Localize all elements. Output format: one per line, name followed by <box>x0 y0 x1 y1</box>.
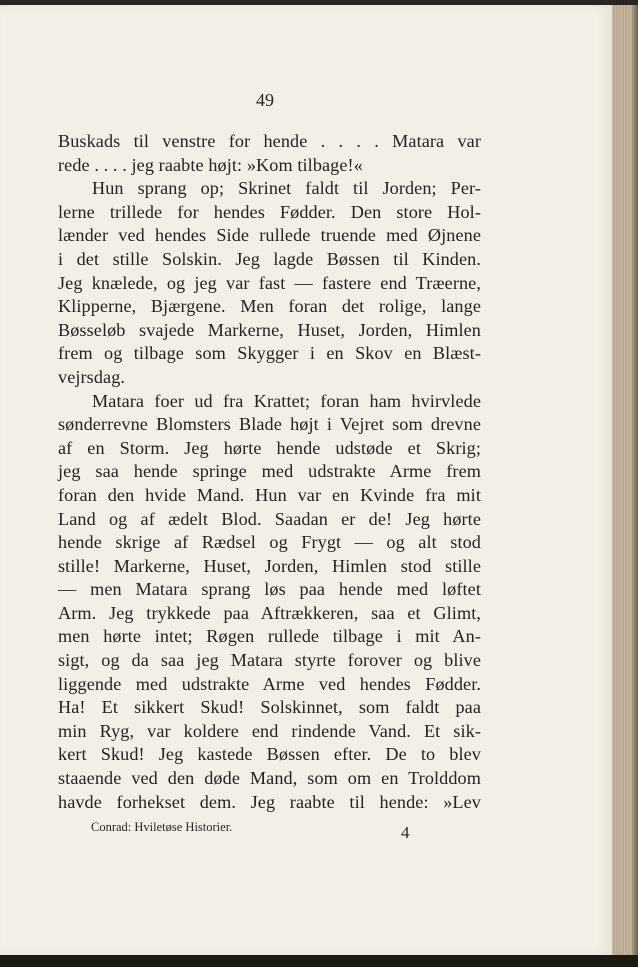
text-line: af en Storm. Jeg hørte hende udstøde et Skrig; <box>58 437 481 458</box>
text-line: havde forhekset dem. Jeg raabte til hende: »Lev <box>58 791 481 812</box>
text-line: Arm. Jeg trykkede paa Aftrækkeren, saa et Glimt, <box>58 602 481 623</box>
text-line: kert Skud! Jeg kastede Bøssen efter. De to blev <box>58 744 481 765</box>
text-line: Land og af ædelt Blod. Saadan er de! Jeg hørte <box>58 508 481 529</box>
text-line: Ha! Et sikkert Skud! Solskinnet, som faldt paa <box>58 697 481 718</box>
text-line: hende skrige af Rædsel og Frygt — og alt stod <box>58 532 481 553</box>
text-line: rede . . . . jeg raabte højt: »Kom tilbage!« <box>58 154 363 175</box>
text-line: lerne trillede for hendes Fødder. Den store Hol- <box>58 201 481 222</box>
body-text <box>58 130 481 814</box>
text-line: Bøsseløb svajede Markerne, Huset, Jorden, Himlen <box>58 319 481 340</box>
text-line: jeg saa hende springe med udstrakte Arme frem <box>58 461 481 482</box>
text-line: men hørte intet; Røgen rullede tilbage i mit An- <box>58 626 481 647</box>
text-line: vejrsdag. <box>58 366 126 387</box>
text-line: frem og tilbage som Skygger i en Skov en Blæst- <box>58 343 481 364</box>
text-line: stille! Markerne, Huset, Jorden, Himlen stod stille <box>58 555 481 576</box>
page-number: 49 <box>256 90 274 110</box>
text-line: liggende med udstrakte Arme ved hendes Fødder. <box>58 673 481 694</box>
text-line: sønderrevne Blomsters Blade højt i Vejret som drevne <box>58 414 481 435</box>
text-line: min Ryg, var koldere end rindende Vand. Et sik- <box>58 720 481 741</box>
bottom-edge <box>0 955 638 967</box>
text-line: i det stille Solskin. Jeg lagde Bøssen til Kinden. <box>58 248 481 269</box>
text-line: Klipperne, Bjærgene. Men foran det rolige, lange <box>58 296 481 317</box>
text-line: Jeg knælede, og jeg var fast — fastere end Træerne, <box>58 272 481 293</box>
footer-book-title: Conrad: Hviletøse Historier. <box>91 820 233 834</box>
text-line: Matara foer ud fra Krattet; foran ham hvirvlede <box>92 390 481 411</box>
text-line: staaende ved den døde Mand, som om en Trolddom <box>58 768 481 789</box>
text-line: Hun sprang op; Skrinet faldt til Jorden; Per- <box>92 178 481 199</box>
page-fore-edge <box>612 5 638 955</box>
text-line: Buskads til venstre for hende . . . . Matara var <box>58 131 481 151</box>
text-line: — men Matara sprang løs paa hende med løftet <box>58 579 481 600</box>
signature-mark: 4 <box>401 823 410 842</box>
text-line: sigt, og da saa jeg Matara styrte forover og blive <box>58 650 481 671</box>
text-line: lænder ved hendes Side rullede truende med Øjnene <box>58 225 481 246</box>
text-line: foran den hvide Mand. Hun var en Kvinde fra mit <box>58 484 481 505</box>
